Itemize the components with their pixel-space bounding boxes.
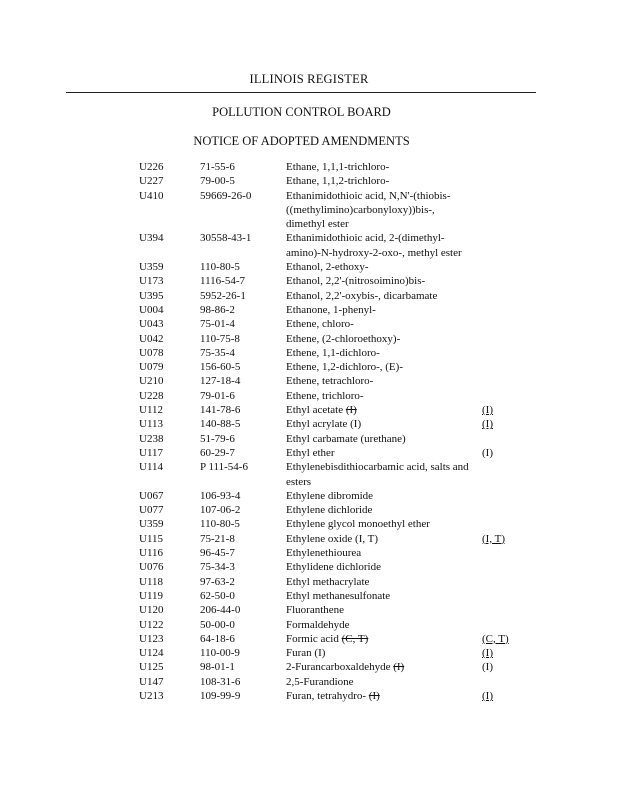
register-title: ILLINOIS REGISTER xyxy=(249,72,369,86)
name-text: Ethene, 1,1-dichloro- xyxy=(286,346,380,359)
table-row xyxy=(0,503,618,517)
cas-number: 98-86-2 xyxy=(200,303,235,316)
substance-name xyxy=(286,289,471,303)
board-title: POLLUTION CONTROL BOARD xyxy=(212,105,391,119)
cas-number: 1116-54-7 xyxy=(200,275,246,288)
substance-name xyxy=(286,274,471,288)
cas-number: 59669-26-0 xyxy=(200,189,252,202)
name-text: Ethanol, 2,2'-(nitrosoimino)bis- xyxy=(286,275,426,288)
table-row xyxy=(0,517,618,531)
waste-code: U113 xyxy=(139,418,164,431)
table-row xyxy=(0,346,618,360)
cas-number: 110-80-5 xyxy=(200,261,240,274)
waste-code: U079 xyxy=(139,361,164,374)
substance-name xyxy=(286,303,471,317)
hazard-code xyxy=(482,632,509,646)
added-text: (I) xyxy=(482,404,493,417)
hazard-text: (I) xyxy=(482,661,493,674)
substance-name xyxy=(286,446,471,460)
waste-code: U042 xyxy=(139,332,164,345)
table-row xyxy=(0,632,618,646)
waste-code: U228 xyxy=(139,389,164,402)
cas-number: 50-00-0 xyxy=(200,618,235,631)
substance-name xyxy=(286,503,471,517)
table-row xyxy=(0,589,618,603)
cas-number: 110-00-9 xyxy=(200,647,240,660)
table-row xyxy=(0,532,618,546)
table-row xyxy=(0,560,618,574)
name-text: 2-Furancarboxaldehyde xyxy=(286,661,394,674)
name-text: Fluoranthene xyxy=(286,604,345,617)
waste-code: U124 xyxy=(139,647,164,660)
cas-number: 140-88-5 xyxy=(200,418,241,431)
cas-number: 75-21-8 xyxy=(200,532,235,545)
waste-code: U115 xyxy=(139,532,164,545)
cas-number: 96-45-7 xyxy=(200,547,235,560)
table-row xyxy=(0,174,618,188)
cas-number: 71-55-6 xyxy=(200,161,235,173)
name-text: Ethylene oxide (I, T) xyxy=(286,532,379,545)
substance-name xyxy=(286,160,471,174)
waste-code: U410 xyxy=(139,189,164,202)
cas-number: 60-29-7 xyxy=(200,446,235,459)
added-text: (I) xyxy=(482,418,493,431)
substance-name xyxy=(286,560,471,574)
waste-code: U117 xyxy=(139,446,164,459)
hazard-code xyxy=(482,660,493,674)
substance-name xyxy=(286,460,471,489)
substance-name xyxy=(286,360,471,374)
name-text: Ethyl methanesulfonate xyxy=(286,589,391,602)
waste-code: U227 xyxy=(139,175,164,188)
name-text: Ethylidene dichloride xyxy=(286,561,381,574)
cas-number: 110-75-8 xyxy=(200,332,240,345)
name-text: Ethylene dibromide xyxy=(286,489,374,502)
name-text: Ethylene glycol monoethyl ether xyxy=(286,518,430,531)
table-row xyxy=(0,189,618,232)
waste-code: U114 xyxy=(139,461,164,474)
cas-number: 75-34-3 xyxy=(200,561,235,574)
substance-name xyxy=(286,603,471,617)
table-row xyxy=(0,618,618,632)
cas-number: 127-18-4 xyxy=(200,375,241,388)
name-text: Ethane, 1,1,1-trichloro- xyxy=(286,161,390,173)
cas-number: 156-60-5 xyxy=(200,361,241,374)
hazard-code xyxy=(482,446,493,460)
table-row xyxy=(0,303,618,317)
name-text: Ethene, 1,2-dichloro-, (E)- xyxy=(286,361,403,374)
name-text: Ethene, chloro- xyxy=(286,318,354,331)
cas-number: 108-31-6 xyxy=(200,675,241,688)
waste-code: U122 xyxy=(139,618,164,631)
table-row xyxy=(0,646,618,660)
name-text: Ethyl acetate xyxy=(286,404,346,417)
name-text: Ethene, (2-chloroethoxy)- xyxy=(286,332,401,345)
waste-code: U395 xyxy=(139,289,164,302)
table-row xyxy=(0,260,618,274)
cas-number: 30558-43-1 xyxy=(200,232,252,245)
substance-name xyxy=(286,689,471,703)
cas-number: 206-44-0 xyxy=(200,604,241,617)
waste-code: U394 xyxy=(139,232,164,245)
name-text: Furan, tetrahydro- xyxy=(286,689,369,702)
name-text: Formic acid xyxy=(286,632,342,645)
substance-name xyxy=(286,317,471,331)
substance-name xyxy=(286,403,471,417)
name-text: Ethanimidothioic acid, N,N'-(thiobis-((methylimino)carbonyloxy))bis-, dimethyl ester xyxy=(286,189,451,231)
hazard-code xyxy=(482,532,505,546)
waste-code: U359 xyxy=(139,261,164,274)
table-row xyxy=(0,675,618,689)
substance-name xyxy=(286,231,471,260)
table-row xyxy=(0,332,618,346)
added-text: (C, T) xyxy=(482,632,509,645)
cas-number: 97-63-2 xyxy=(200,575,235,588)
table-row xyxy=(0,432,618,446)
deleted-text: (C, T) xyxy=(341,632,369,645)
table-row xyxy=(0,460,618,489)
cas-number: 75-01-4 xyxy=(200,318,235,331)
table-row xyxy=(0,446,618,460)
name-text: Ethane, 1,1,2-trichloro- xyxy=(286,175,390,188)
substance-name xyxy=(286,432,471,446)
table-row xyxy=(0,289,618,303)
cas-number: 141-78-6 xyxy=(200,404,241,417)
name-text: Ethene, tetrachloro- xyxy=(286,375,374,388)
name-text: Ethanimidothioic acid, 2-(dimethyl-amino)-N-hydroxy-2-oxo-, methyl ester xyxy=(286,232,462,259)
waste-code: U067 xyxy=(139,489,164,502)
cas-number: 62-50-0 xyxy=(200,589,235,602)
notice-title: NOTICE OF ADOPTED AMENDMENTS xyxy=(193,134,410,148)
substance-name xyxy=(286,417,471,431)
substance-name xyxy=(286,517,471,531)
substance-name xyxy=(286,632,471,646)
hazard-code xyxy=(482,689,493,703)
table-row xyxy=(0,603,618,617)
deleted-text: (I) xyxy=(368,689,380,702)
added-text: (I) xyxy=(482,689,493,702)
hazard-code xyxy=(482,403,493,417)
name-text: Ethylenebisdithiocarbamic acid, salts and esters xyxy=(286,461,469,488)
cas-number: 75-35-4 xyxy=(200,346,235,359)
waste-code: U210 xyxy=(139,375,164,388)
substance-name xyxy=(286,589,471,603)
waste-code: U359 xyxy=(139,518,164,531)
substance-name xyxy=(286,575,471,589)
cas-number: 64-18-6 xyxy=(200,632,235,645)
name-text: Ethanol, 2,2'-oxybis-, dicarbamate xyxy=(286,289,438,302)
hazard-code xyxy=(482,417,493,431)
substance-name xyxy=(286,675,471,689)
waste-code: U078 xyxy=(139,346,164,359)
waste-code: U213 xyxy=(139,689,164,702)
table-row xyxy=(0,389,618,403)
substance-name xyxy=(286,489,471,503)
header-rule xyxy=(66,92,536,93)
cas-number: 109-99-9 xyxy=(200,689,241,702)
name-text: Furan (I) xyxy=(286,647,326,660)
name-text: Formaldehyde xyxy=(286,618,350,631)
name-text: Ethanone, 1-phenyl- xyxy=(286,303,376,316)
substance-name xyxy=(286,546,471,560)
cas-number: 51-79-6 xyxy=(200,432,235,445)
substance-name xyxy=(286,618,471,632)
cas-number: 79-01-6 xyxy=(200,389,235,402)
name-text: Ethylenethiourea xyxy=(286,547,362,560)
table-row xyxy=(0,317,618,331)
waste-code: U238 xyxy=(139,432,164,445)
waste-code: U004 xyxy=(139,303,164,316)
table-row xyxy=(0,231,618,260)
table-row xyxy=(0,660,618,674)
table-row xyxy=(0,417,618,431)
table-row xyxy=(0,374,618,388)
substance-name xyxy=(286,389,471,403)
deleted-text: (I) xyxy=(393,661,405,674)
table-row xyxy=(0,403,618,417)
deleted-text: (I) xyxy=(345,404,357,417)
substance-name xyxy=(286,374,471,388)
cas-number: 107-06-2 xyxy=(200,504,241,517)
table-row xyxy=(0,489,618,503)
table-row xyxy=(0,546,618,560)
substance-name xyxy=(286,332,471,346)
waste-code: U077 xyxy=(139,504,164,517)
waste-code: U116 xyxy=(139,547,164,560)
substance-name xyxy=(286,660,471,674)
waste-code: U120 xyxy=(139,604,164,617)
added-text: (I) xyxy=(482,647,493,660)
name-text: Ethene, trichloro- xyxy=(286,389,364,402)
table-row xyxy=(0,575,618,589)
name-text: Ethyl carbamate (urethane) xyxy=(286,432,406,445)
cas-number: 79-00-5 xyxy=(200,175,235,188)
table-row xyxy=(0,689,618,703)
substance-name xyxy=(286,532,471,546)
waste-code: U147 xyxy=(139,675,164,688)
name-text: Ethylene dichloride xyxy=(286,504,373,517)
cas-number: 106-93-4 xyxy=(200,489,241,502)
substance-name xyxy=(286,346,471,360)
added-text: (I, T) xyxy=(482,532,506,545)
substance-name xyxy=(286,646,471,660)
cas-number: 110-80-5 xyxy=(200,518,240,531)
table-row xyxy=(0,360,618,374)
waste-table xyxy=(0,160,618,703)
substance-name xyxy=(286,260,471,274)
table-row xyxy=(0,160,618,174)
waste-code: U043 xyxy=(139,318,164,331)
waste-code: U173 xyxy=(139,275,164,288)
waste-code: U076 xyxy=(139,561,164,574)
table-row xyxy=(0,274,618,288)
hazard-code xyxy=(482,646,493,660)
cas-number: 98-01-1 xyxy=(200,661,235,674)
cas-number: P 111-54-6 xyxy=(200,461,248,474)
name-text: Ethyl methacrylate xyxy=(286,575,370,588)
waste-code: U112 xyxy=(139,404,164,417)
name-text: 2,5-Furandione xyxy=(286,675,354,688)
cas-number: 5952-26-1 xyxy=(200,289,246,302)
hazard-text: (I) xyxy=(482,446,493,459)
substance-name xyxy=(286,189,471,232)
waste-code: U123 xyxy=(139,632,164,645)
name-text: Ethyl ether xyxy=(286,446,335,459)
name-text: Ethanol, 2-ethoxy- xyxy=(286,261,369,274)
name-text: Ethyl acrylate (I) xyxy=(286,418,362,431)
waste-code: U119 xyxy=(139,589,164,602)
substance-name xyxy=(286,174,471,188)
waste-code: U226 xyxy=(139,161,164,173)
waste-code: U125 xyxy=(139,661,164,674)
waste-code: U118 xyxy=(139,575,164,588)
